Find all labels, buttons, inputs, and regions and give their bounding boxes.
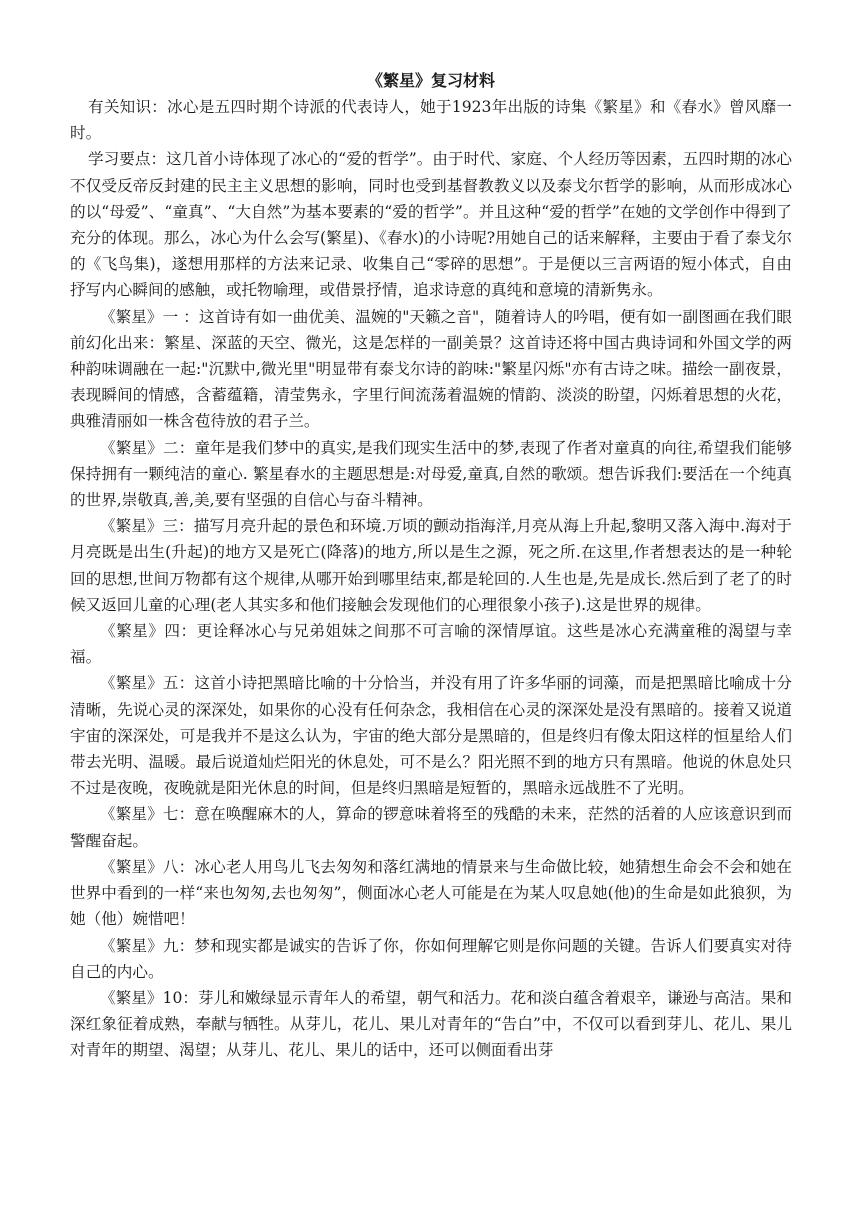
document-page <box>70 68 792 1064</box>
paragraph-poem-2: 《繁星》二：童年是我们梦中的真实,是我们现实生活中的梦,表现了作者对童真的向往,希望我们能够保持拥有一颗纯洁的童心. 繁星春水的主题思想是:对母爱,童真,自然的歌颂。想告诉我们:要活在一个纯真的世界,崇敬真,善,美,要有坚强的自信心与奋斗精神。 <box>70 438 792 510</box>
document-title: 《繁星》复习材料 <box>366 71 495 90</box>
paragraph-poem-1: 《繁星》一 ：这首诗有如一曲优美、温婉的"天籁之音"，随着诗人的吟唱，便有如一副图画在我们眼前幻化出来：繁星、深蓝的天空、微光，这是怎样的一副美景？这首诗还将中国古典诗词和外国文学的两种韵味调融在一起:"沉默中,微光里"明显带有泰戈尔诗的韵味:"繁星闪烁"亦有古诗之味。描绘一副夜景，表现瞬间的情感，含蓄蕴籍，清莹隽永，字里行间流荡着温婉的情韵、淡淡的盼望，闪烁着思想的火花，典雅清丽如一株含苞待放的君子兰。 <box>70 307 792 431</box>
paragraph-poem-3: 《繁星》三：描写月亮升起的景色和环境.万顷的颤动指海洋,月亮从海上升起,黎明又落入海中.海对于月亮既是出生(升起)的地方又是死亡(降落)的地方,所以是生之源，死之所.在这里,作者想表达的是一种轮回的思想,世间万物都有这个规律,从哪开始到哪里结束,都是轮回的.人生也是,先是成长.然后到了老了的时候又返回儿童的心理(老人其实多和他们接触会发现他们的心理很象小孩子).这是世界的规律。 <box>70 517 792 614</box>
paragraph-poem-7: 《繁星》七：意在唤醒麻木的人，算命的锣意味着将至的残酷的未来，茫然的活着的人应该意识到而警醒奋起。 <box>70 805 792 850</box>
paragraph-poem-5: 《繁星》五：这首小诗把黑暗比喻的十分恰当，并没有用了许多华丽的词藻，而是把黑暗比喻成十分清晰，先说心灵的深深处，如果你的心没有任何杂念，我相信在心灵的深深处是没有黑暗的。接着又说道宇宙的深深处，可是我并不是这么认为，宇宙的绝大部分是黑暗的，但是终归有像太阳这样的恒星给人们带去光明、温暖。最后说道灿烂阳光的休息处，可不是么？阳光照不到的地方只有黑暗。他说的休息处只不过是夜晚，夜晚就是阳光休息的时间，但是终归黑暗是短暂的，黑暗永远战胜不了光明。 <box>70 674 792 798</box>
paragraph-study-points: 学习要点：这几首小诗体现了冰心的“爱的哲学”。由于时代、家庭、个人经历等因素，五四时期的冰心不仅受反帝反封建的民主主义思想的影响，同时也受到基督教教义以及泰戈尔哲学的影响，从而形成冰心的以“母爱”、“童真”、“大自然”为基本要素的“爱的哲学”。并且这种“爱的哲学”在她的文学创作中得到了充分的体现。那么，冰心为什么会写(繁星)、《春水)的小诗呢?用她自己的话来解释，主要由于看了泰戈尔的《飞鸟集)，遂想用那样的方法来记录、收集自己“零碎的思想”。于是便以三言两语的短小体式，自由抒写内心瞬间的感触，或托物喻理，或借景抒情，追求诗意的真纯和意境的清新隽永。 <box>70 150 792 300</box>
paragraph-poem-10: 《繁星》10：芽儿和嫩绿显示青年人的希望，朝气和活力。花和淡白蕴含着艰辛，谦逊与高洁。果和深红象征着成熟，奉献与牺牲。从芽儿，花儿、果儿对青年的“告白”中，不仅可以看到芽儿、花儿、果儿对青年的期望、渴望；从芽儿、花儿、果儿的话中，还可以侧面看出芽 <box>70 988 792 1060</box>
paragraph-background-knowledge: 有关知识：冰心是五四时期个诗派的代表诗人，她于1923年出版的诗集《繁星》和《春水》曾风靡一时。 <box>70 98 792 143</box>
paragraph-poem-8: 《繁星》八：冰心老人用鸟儿飞去匆匆和落红满地的情景来与生命做比较，她猜想生命会不会和她在世界中看到的一样“来也匆匆,去也匆匆”，侧面冰心老人可能是在为某人叹息她(他)的生命是如此狼狈，为她（他）婉惜吧！ <box>70 857 792 929</box>
paragraph-poem-9: 《繁星》九：梦和现实都是诚实的告诉了你，你如何理解它则是你问题的关键。告诉人们要真实对待自己的内心。 <box>70 936 792 981</box>
paragraph-poem-4: 《繁星》四：更诠释冰心与兄弟姐妹之间那不可言喻的深情厚谊。这些是冰心充满童稚的渴望与幸福。 <box>70 622 792 667</box>
